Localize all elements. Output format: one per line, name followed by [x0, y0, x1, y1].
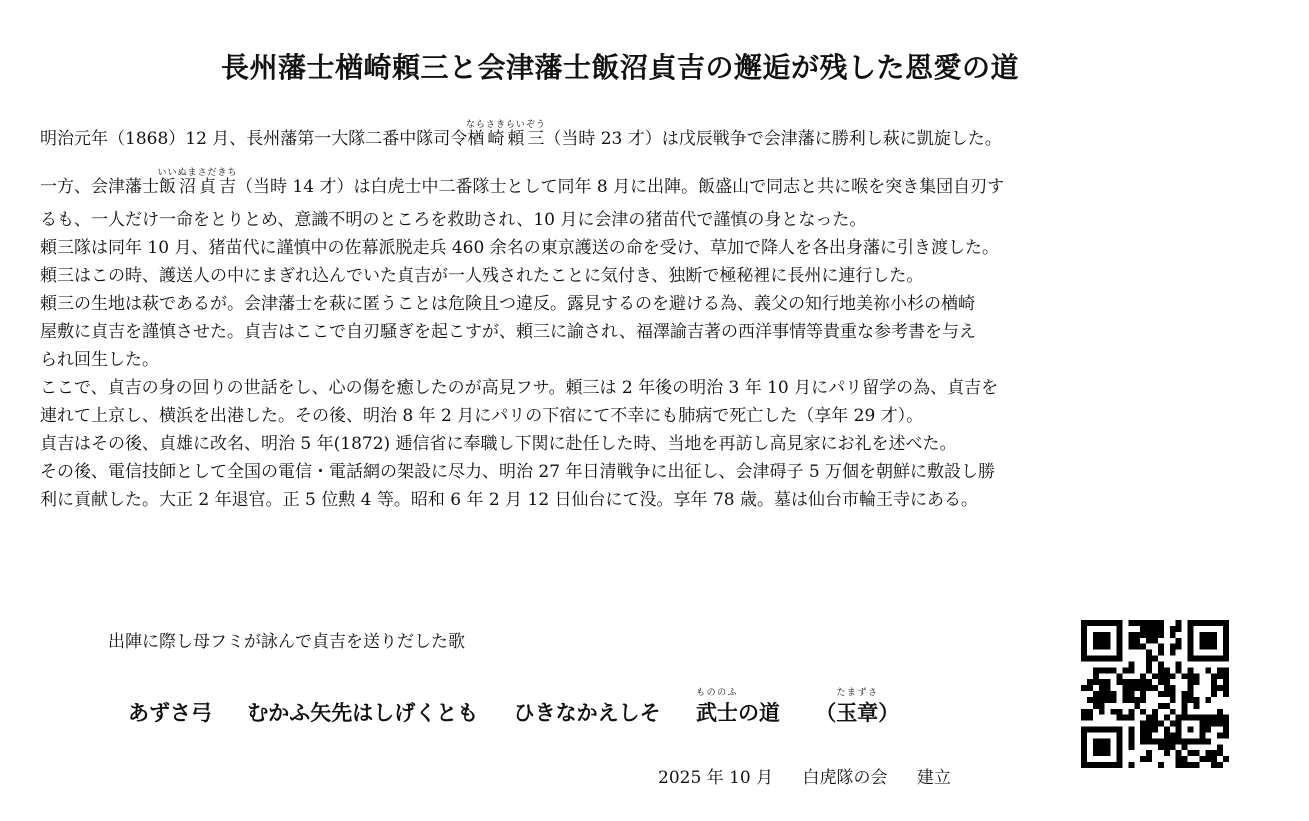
poem-intro: 出陣に際し母フミが詠んで貞吉を送りだした歌: [108, 632, 465, 652]
text-line-6: 頼三の生地は萩であるが。会津藩士を萩に匿うことは危険且つ違反。露見するのを避ける為、義父の知行地美祢小杉の楢崎: [40, 294, 975, 314]
text-segment: 明治元年（1868）12 月、長州藩第一大隊二番中隊司令: [40, 129, 468, 149]
text-line-7: 屋敷に貞吉を謹慎させた。貞吉はここで自刃騒ぎを起こすが、頼三に諭され、福澤諭吉著の西洋事情等貴重な参考書を与え: [40, 322, 977, 342]
qr-code-icon[interactable]: [1081, 620, 1229, 768]
poem-part-2: むかふ矢先はしげくとも: [247, 701, 479, 725]
poem-part-3: ひきなかえしそ: [513, 701, 661, 725]
ruby-reading: ならさきらいぞう: [465, 120, 546, 130]
text-line-12: その後、電信技師として全国の電信・電話網の架設に尽力、明治 27 年日清戦争に出征し、会津碍子 5 万個を朝鮮に敷設し勝: [40, 462, 996, 482]
ruby-base: 楢崎頼三: [465, 129, 546, 149]
poem-part-1: あずさ弓: [128, 701, 212, 725]
bracket-open: （: [815, 701, 837, 725]
text-line-5: 頼三はこの時、護送人の中にまぎれ込んでいた貞吉が一人残されたことに気付き、独断で極秘裡に長州に連行した。: [40, 266, 924, 286]
text-segment: の道: [737, 701, 780, 725]
footer-org: 白虎隊の会: [802, 768, 888, 788]
text-line-11: 貞吉はその後、貞雄に改名、明治 5 年(1872) 逓信省に奉職し下関に赴任した時、当地を再訪し高見家にお礼を述べた。: [40, 434, 957, 454]
name-narasaki-raizo: [465, 120, 546, 149]
text-segment: （当時 23 才）は戊辰戦争で会津藩に勝利し萩に凱旋した。: [544, 129, 1002, 149]
footer-date: 2025 年 10 月: [658, 768, 774, 788]
text-line-10: 連れて上京し、横浜を出港した。その後、明治 8 年 2 月にパリの下宿にて不幸にも肺病で死亡した（享年 29 才）。: [40, 406, 924, 426]
text-segment: 一方、会津藩士: [40, 177, 159, 197]
text-segment: （当時 14 才）は白虎士中二番隊士として同年 8 月に出陣。飯盛山で同志と共に喉を突き集団自刃す: [236, 177, 1005, 197]
footer-erected: 建立: [916, 768, 951, 788]
text-line-8: られ回生した。: [40, 350, 159, 370]
text-line-3: るも、一人だけ一命をとりとめ、意識不明のところを救助され、10 月に会津の猪苗代で謹慎の身となった。: [40, 210, 867, 230]
poem: [128, 688, 899, 727]
text-line-9: ここで、貞吉の身の回りの世話をし、心の傷を癒したのが高見フサ。頼三は 2 年後の明治 3 年 10 月にパリ留学の為、貞吉を: [40, 378, 999, 398]
text-line-4: 頼三隊は同年 10 月、猪苗代に謹慎中の佐幕派脱走兵 460 余名の東京護送の命を受け、草加で降人を各出身藩に引き渡した。: [40, 238, 1000, 258]
poem-part-4: [696, 688, 780, 727]
name-iinuma-sadakichi: [157, 168, 238, 197]
text-line-13: 利に貢献した。大正 2 年退官。正 5 位勲 4 等。昭和 6 年 2 月 12 日仙台にて没。享年 78 歳。墓は仙台市輪王寺にある。: [40, 490, 978, 510]
ruby-base: 武士: [695, 701, 738, 725]
ruby-reading: たまずさ: [836, 688, 879, 698]
poem-author: [815, 688, 899, 727]
bracket-close: ）: [878, 701, 900, 725]
word-tamazusa: [836, 688, 879, 725]
text-line-2: [40, 168, 1270, 198]
ruby-base: 飯沼貞吉: [157, 177, 238, 197]
word-mononofu: [695, 688, 738, 725]
text-line-1: [40, 120, 1270, 150]
document-title: 長州藩士楢崎頼三と会津藩士飯沼貞吉の邂逅が残した恩愛の道: [220, 51, 1019, 84]
main-text: [40, 120, 1270, 514]
ruby-reading: もののふ: [695, 688, 738, 698]
ruby-reading: いいぬまさだきち: [157, 168, 238, 178]
footer: [658, 763, 975, 788]
ruby-base: 玉章: [836, 701, 879, 725]
